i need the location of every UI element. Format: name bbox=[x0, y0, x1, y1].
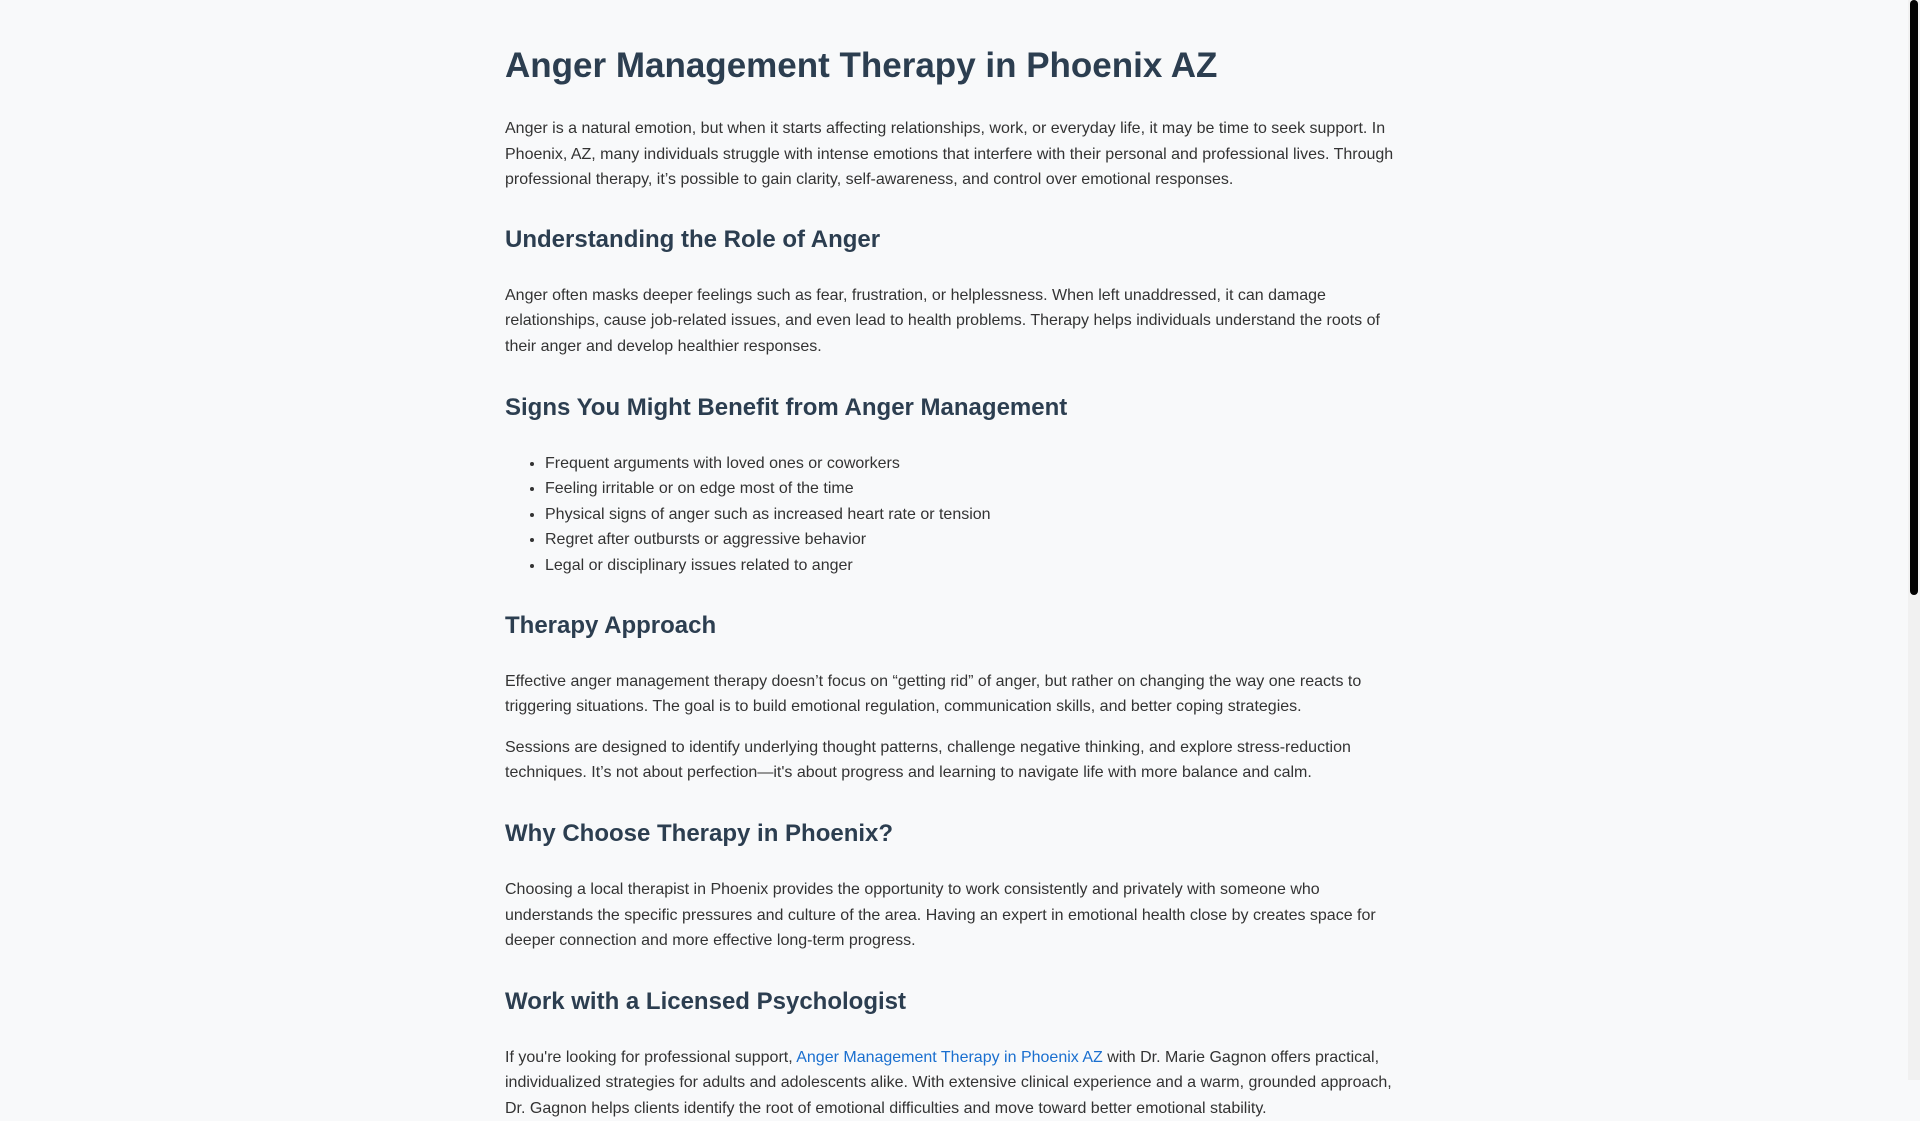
signs-list bbox=[505, 451, 1395, 579]
section-heading-approach: Therapy Approach bbox=[505, 611, 717, 639]
section-heading-work: Work with a Licensed Psychologist bbox=[505, 987, 906, 1015]
scrollbar-track[interactable] bbox=[1908, 0, 1920, 1080]
therapy-link[interactable]: Anger Management Therapy in Phoenix AZ bbox=[796, 1048, 1103, 1066]
scrollbar-thumb[interactable] bbox=[1910, 0, 1918, 595]
list-item: • Frequent arguments with loved ones or coworkers bbox=[545, 451, 1395, 477]
list-item: • Feeling irritable or on edge most of the time bbox=[545, 476, 1395, 502]
intro-paragraph: Anger is a natural emotion, but when it starts affecting relationships, work, or everyday life, it may be time to seek support. In Phoenix, AZ, many individuals struggle with intense emotions that interfere with their personal and professional lives. Through professional therapy, it’s possible to gain clarity, self-awareness, and control over emotional responses. bbox=[505, 120, 1394, 189]
section-heading-signs: Signs You Might Benefit from Anger Management bbox=[505, 393, 1068, 421]
list-item: • Physical signs of anger such as increased heart rate or tension bbox=[545, 502, 1395, 528]
section-heading-role: Understanding the Role of Anger bbox=[505, 225, 881, 253]
work-paragraph bbox=[505, 1045, 1395, 1121]
why-paragraph: Choosing a local therapist in Phoenix provides the opportunity to work consistently and privately with someone who understands the specific pressures and culture of the area. Having an expert in emotional health close by creates space for deeper connection and more effective long-term progress. bbox=[505, 880, 1376, 950]
approach-paragraph-1: Effective anger management therapy doesn’t focus on “getting rid” of anger, but rather on changing the way one reacts to triggering situations. The goal is to build emotional regulation, communication skills, and better coping strategies. bbox=[505, 672, 1362, 716]
article bbox=[505, 0, 1395, 1121]
section-heading-why: Why Choose Therapy in Phoenix? bbox=[505, 819, 894, 847]
work-text-after: with Dr. Marie Gagnon offers practical, individualized strategies for adults and adolescents alike. With extensive clinical experience and a warm, grounded approach, Dr. Gagnon helps clients identify the root of emotional difficulties and move toward better emotional stability. bbox=[505, 1048, 1392, 1117]
list-item: • Legal or disciplinary issues related to anger bbox=[545, 553, 1395, 579]
work-text-before: If you're looking for professional support, bbox=[505, 1048, 797, 1066]
approach-paragraph-2: Sessions are designed to identify underlying thought patterns, challenge negative thinking, and explore stress-reduction techniques. It’s not about perfection—it's about progress and learning to navigate life with more balance and calm. bbox=[505, 738, 1351, 782]
page-title: Anger Management Therapy in Phoenix AZ bbox=[505, 46, 1218, 85]
role-paragraph: Anger often masks deeper feelings such as fear, frustration, or helplessness. When left unaddressed, it can damage relationships, cause job-related issues, and even lead to health problems. Therapy helps individuals understand the roots of their anger and develop healthier responses. bbox=[505, 286, 1380, 355]
list-item: • Regret after outbursts or aggressive behavior bbox=[545, 527, 1395, 553]
